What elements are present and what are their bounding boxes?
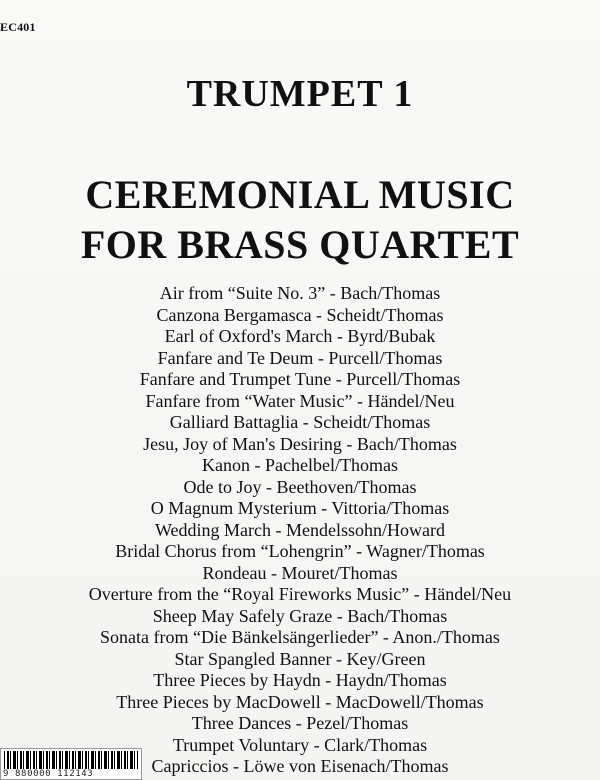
contents-item: Sheep May Safely Graze - Bach/Thomas: [152, 605, 448, 626]
part-title: TRUMPET 1: [186, 73, 414, 115]
contents-item: Three Pieces by Haydn - Haydn/Thomas: [153, 670, 447, 690]
contents-item: Canzona Bergamasca - Scheidt/Thomas: [156, 304, 444, 325]
contents-item: Three Pieces by MacDowell - MacDowell/Thomas: [116, 691, 484, 712]
contents-item: Capriccios - Löwe von Eisenach/Thomas: [151, 756, 449, 776]
contents-item: Earl of Oxford's March - Byrd/Bubak: [164, 326, 436, 346]
barcode-bars: [4, 751, 138, 769]
contents-item: Three Dances - Pezel/Thomas: [191, 713, 409, 733]
contents-item: Fanfare and Trumpet Tune - Purcell/Thomas: [139, 369, 461, 389]
contents-item: Bridal Chorus from “Lohengrin” - Wagner/Thomas: [115, 541, 485, 561]
contents-item: Sonata from “Die Bänkelsängerlieder” - Anon./Thomas: [100, 627, 500, 647]
catalog-code: EC401: [0, 20, 36, 34]
collection-title: [0, 170, 600, 270]
contents-list: [0, 283, 600, 778]
contents-item: Ode to Joy - Beethoven/Thomas: [183, 476, 417, 497]
barcode-digits: 9 880000 112143: [3, 769, 94, 779]
contents-item: Trumpet Voluntary - Clark/Thomas: [172, 734, 428, 755]
contents-item: Jesu, Joy of Man's Desiring - Bach/Thomas: [143, 433, 457, 454]
contents-item: Air from “Suite No. 3” - Bach/Thomas: [159, 283, 441, 303]
contents-item: Fanfare and Te Deum - Purcell/Thomas: [157, 347, 443, 368]
contents-item: O Magnum Mysterium - Vittoria/Thomas: [150, 498, 450, 518]
contents-item: Galliard Battaglia - Scheidt/Thomas: [169, 412, 431, 432]
contents-item: Star Spangled Banner - Key/Green: [174, 648, 426, 669]
collection-title-line-2: FOR BRASS QUARTET: [80, 222, 520, 267]
barcode: [0, 748, 142, 780]
contents-item: Wedding March - Mendelssohn/Howard: [155, 519, 445, 540]
contents-item: Kanon - Pachelbel/Thomas: [202, 455, 398, 475]
contents-item: Rondeau - Mouret/Thomas: [202, 562, 398, 583]
collection-title-line-1: CEREMONIAL MUSIC: [85, 172, 515, 217]
contents-item: Overture from the “Royal Fireworks Music” - Händel/Neu: [88, 584, 512, 604]
contents-item: Fanfare from “Water Music” - Händel/Neu: [145, 390, 455, 411]
